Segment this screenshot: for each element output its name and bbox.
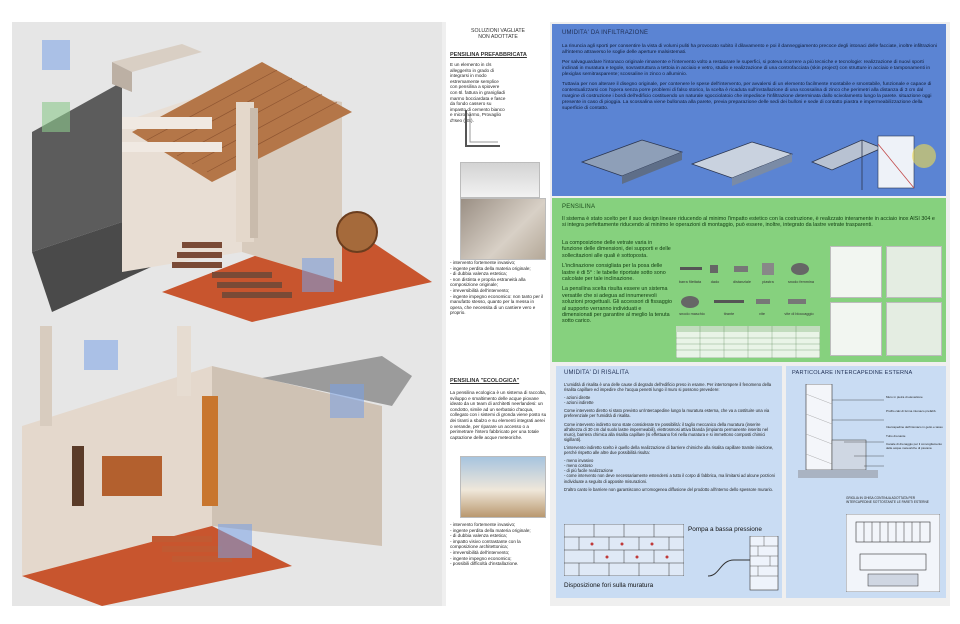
pensilina-detail-2	[886, 246, 942, 298]
risalita-p1-item: - azioni indirette	[564, 400, 594, 406]
risalita-p4: L'intervento indiretto scelto è quello della realizzazione di barriere chimiche alla risalita capillare tramite iniezione, perché rispetto alle altre due possibilità risulta:	[564, 444, 774, 456]
ecologica-con: - intervento fortemente invasivo;	[450, 522, 516, 527]
risalita-p2: Come intervento diretto si stato previsto un'intercapedine lungo la muratura esterna, che va a costituire una via preferenziale per l'umidità di risalita.	[564, 408, 770, 419]
pump-section-drawing	[706, 536, 780, 592]
mid-header-line-2: NON ADOTTATE	[478, 34, 518, 41]
ecologica-con: - possibili difficoltà d'installazione.	[450, 561, 519, 567]
part-label: tirante	[723, 312, 735, 316]
pensilina-con: - ingente impegno economico: non tanto per il manufatto stesso, quanto per la messa in opera, che necessita di un cantiere vero e proprio.	[450, 293, 544, 316]
pensilina-photo	[460, 198, 546, 260]
infiltrazione-text	[562, 44, 940, 116]
part-label: snodo maschio	[679, 312, 705, 316]
parts-row-1	[676, 258, 822, 288]
intercapedine-panel	[786, 366, 946, 598]
pensilina-con: - ingente perdita della materia originale;	[450, 265, 531, 271]
callout: Muro in pietra di elevazione	[886, 395, 923, 399]
highlight-square-top-2	[42, 102, 70, 132]
infiltrazione-p3: Tuttavia per non alterare il disegno originale, per contenere le spese dell'intervento, per avvalersi di un elemento facilmente montabile e smontabile, funzionale e capace di contestualizzarsi con l'opera senza porre problemi di falso storico, la scelta è ricaduta sull'installazione di una scossalina di zinco che perimetri alla distanza di 3 cm dal margine di costruzione i bordi dell'edificio costituendo un naturale sgocciolatoio che impedisce l'infiltrazione determinata dallo scivolamento lungo la parete. situazione oggi presente in caso di pioggia. La scossalina viene bullonata alla parete, previa preparazione delle sedi dei bulloni e sede di contatto piastra e impermeabilizzazione della superficie di contatto.	[562, 82, 932, 111]
grate-note: GRIGLIA IN GHISA CONTINUA ADOTTATA PER INTERCAPEDINE SOTTOSTANTE LE PARETI ESTERNE	[846, 496, 929, 504]
mid-header-line-1: SOLUZIONI VAGLIATE	[471, 28, 525, 34]
ecologica-photo	[460, 456, 546, 518]
brick-wall-drawing	[564, 524, 684, 576]
infiltrazione-panel	[552, 24, 946, 196]
pensilina-cons-list	[450, 260, 548, 316]
parts-row-2	[676, 292, 822, 322]
highlight-square-bottom-1	[84, 340, 118, 370]
part-label: snodo femmina	[788, 280, 814, 284]
part-label: vite	[759, 312, 765, 316]
pensilina-ecologica-title: PENSILINA "ECOLOGICA"	[450, 378, 520, 384]
load-table	[676, 326, 820, 358]
rejected-solutions-column	[446, 22, 550, 606]
risalita-p4-item: - come intervento non deve necessariamente estendersi a tutto il corpo di fabbrica, ma limitarsi ad alcune porzioni individuate a seguito di apposite misurazioni.	[564, 473, 775, 484]
prefab-profile-drawing	[460, 106, 504, 156]
scossalina-drawings	[562, 132, 942, 194]
risalita-title: UMIDITA' DI RISALITA	[564, 370, 629, 376]
part-label: vite di bloccaggio	[784, 312, 814, 316]
intercapedine-callouts	[886, 396, 944, 451]
building-render-bottom	[12, 316, 442, 606]
infiltrazione-title: UMIDITA' DA INFILTRAZIONE	[562, 30, 649, 36]
cast-iron-grate-drawing	[846, 514, 940, 592]
pensilina-con: - intervento fortemente invasivo;	[450, 260, 516, 265]
part-label: barra filettata	[678, 280, 702, 284]
pensilina-panel	[552, 198, 946, 362]
ecologica-con: - irreversibilità dell'intervento;	[450, 549, 510, 555]
building-render-top	[12, 22, 442, 322]
pompa-label: Pompa a bassa pressione	[688, 526, 762, 533]
highlight-square-top-3	[302, 258, 334, 292]
highlight-square-bottom-2	[330, 384, 364, 418]
intercapedine-title: PARTICOLARE INTERCAPEDINE ESTERNA	[792, 370, 913, 376]
risalita-p5: D'altro canto le barriere non garantiscono un'omogenea diffusione del prodotto all'interno dello spessore murario.	[564, 486, 774, 492]
callout: Canale di drenaggio per il convogliamento delle acque meteoriche di piovana	[886, 442, 943, 450]
ecologica-con: - ingente perdita della materia originale;	[450, 527, 531, 533]
ecologica-con: - impatto visivo contrastante con la composizione architettonica;	[450, 538, 521, 550]
risalita-p1-item: - azioni dirette	[564, 395, 591, 401]
risalita-p1: L'umidità di risalita è una delle cause di degrado dell'edificio preso in esame. Per interrompere il fenomeno della risalita capillare ed impedire che l'acqua penetri lungo il muro si possono prevedere:	[564, 382, 772, 393]
building-illustrations	[12, 22, 442, 606]
infiltrazione-p2: Per salvaguardare l'intonaco originale rimanente e l'intervento volto a restaurare le superfici, si poteva ricorrere a più tecniche e tecnologie: realizzazione di nuovi sporti inclinati in muratura e tegole, sovrastruttura a tettoia in acciaio e vetro, studio e realizzazione di una controfacciata (skin project) con strutture in acciaio e tamponamenti in plexiglas semitrasparente; scossaline in zinco o alluminio.	[562, 60, 931, 77]
part-label: dado	[710, 280, 720, 284]
callout: Profilo calc.di ferma intonaco prefabb.	[886, 408, 937, 413]
pensilina-intro: Il sistema è stato scelto per il suo design lineare riducendo al minimo l'impatto estetico con la costruzione, è realizzato interamente in acciaio inox AISI 304 e si integra perfettamente riducendo al minimo le operazioni di montaggio, può essere, inoltre, integrato da lastre vetrate trasparenti.	[562, 216, 935, 229]
mid-header	[446, 28, 550, 40]
pensilina-p2: La composizione delle vetrate varia in funzione delle dimensioni, dei supporti e delle sollecitazioni alle quali è sottoposta.	[562, 240, 671, 259]
pensilina-p4: La pensilina scelta risulta essere un sistema versatile che si adegua ad innumerevoli soluzioni progettuali. Gli accessori di fissaggio al supporto verranno individuati e dimensionati per garantire al meglio la tenuta sotto carico.	[562, 286, 672, 325]
pensilina-con: - non distinta e propria estraneità alla composizione originale;	[450, 276, 526, 288]
pensilina-con: - irreversibilità dell'intervento;	[450, 287, 510, 293]
fori-label: Disposizione fori sulla muratura	[564, 582, 654, 589]
pensilina-details	[562, 240, 672, 329]
highlight-square-top-1	[42, 40, 70, 70]
callout: Tubo drenante	[886, 434, 906, 439]
risalita-panel	[556, 366, 782, 598]
ecologica-con: - di dubbia valenza estetica;	[450, 533, 507, 539]
part-label: distanziale	[733, 280, 751, 284]
pensilina-detail-1	[830, 246, 882, 298]
risalita-p4-item: - meno costoso	[564, 463, 593, 469]
risalita-p3: Come intervento indiretto sono state considerate tre possibilità: il taglio meccanico della muratura (inserire all'altezza di 30 cm dal suolo lastre impermeabili), elettrosmosi attiva blanda (impianto permanente inserito nel muro), barriera chimica alla risalita capillare (si effettuano fori nella muratura e si immettono composti chimici sigillanti).	[564, 421, 768, 442]
ecologica-cons-list	[450, 522, 548, 567]
pensilina-title: PENSILINA	[562, 204, 596, 210]
risalita-p4-item: - di più facile realizzazione	[564, 468, 614, 474]
infiltrazione-p1: La rinuncia agli sporti per consentire la vista di volumi puliti ha provocato subito il dilavamento e poi il danneggiamento precoce degli intonaci delle facciate, inoltre infiltrazioni all'interno attraverso le soglie delle aperture malsistemati.	[562, 44, 937, 55]
risalita-p4-item: - meno invasivo	[564, 458, 594, 464]
callout: Intercapedine dell'intonaco in getto e tasso	[886, 424, 943, 429]
pensilina-con: - di dubbia valenza estetica;	[450, 271, 507, 277]
pensilina-prefabbricata-desc: E un elemento in cls alleggerito in grado di integrarsi in modo estremamente semplice con pensilina a spiovere con 6l. fattura in granigliadi marmo bocciardata e fasce da fondo cassero su impasto di cemento bianco e micromarmo, Provaglio d'Iseo (BS).	[450, 62, 506, 123]
parts-row-2-drawing	[676, 292, 822, 312]
parts-row-1-drawing	[676, 258, 822, 280]
pensilina-ecologica-desc: La pensilina ecologica è un sistema di raccolta, sviluppo e smaltimento delle acque piovane ideato da un team di architetti neerlandesi: un condotto, simile ad un serbatoio d'acqua, collegato con i sistemi di gronda viene posto su dei tiranti a sbalzo e su elementi integrati aerei o verande, per riparare un accesso o a perimetrare l'intero fabbricato per una totale captazione delle acque meteoriche.	[450, 390, 547, 440]
part-label: piastra	[762, 280, 774, 284]
ecologica-con: - ingente impegno economico;	[450, 555, 512, 561]
pensilina-prefabbricata-title: PENSILINA PREFABBRICATA	[450, 52, 527, 58]
pensilina-p3: L'inclinazione consigliata per la posa delle lastre è di 5° : le tabelle riportate sotto sono calcolate per tale inclinazione.	[562, 263, 666, 283]
pensilina-detail-3	[830, 302, 882, 356]
highlight-square-bottom-3	[218, 524, 252, 558]
pensilina-detail-4	[886, 302, 942, 356]
prefab-photo	[460, 162, 540, 198]
risalita-text	[564, 382, 776, 495]
